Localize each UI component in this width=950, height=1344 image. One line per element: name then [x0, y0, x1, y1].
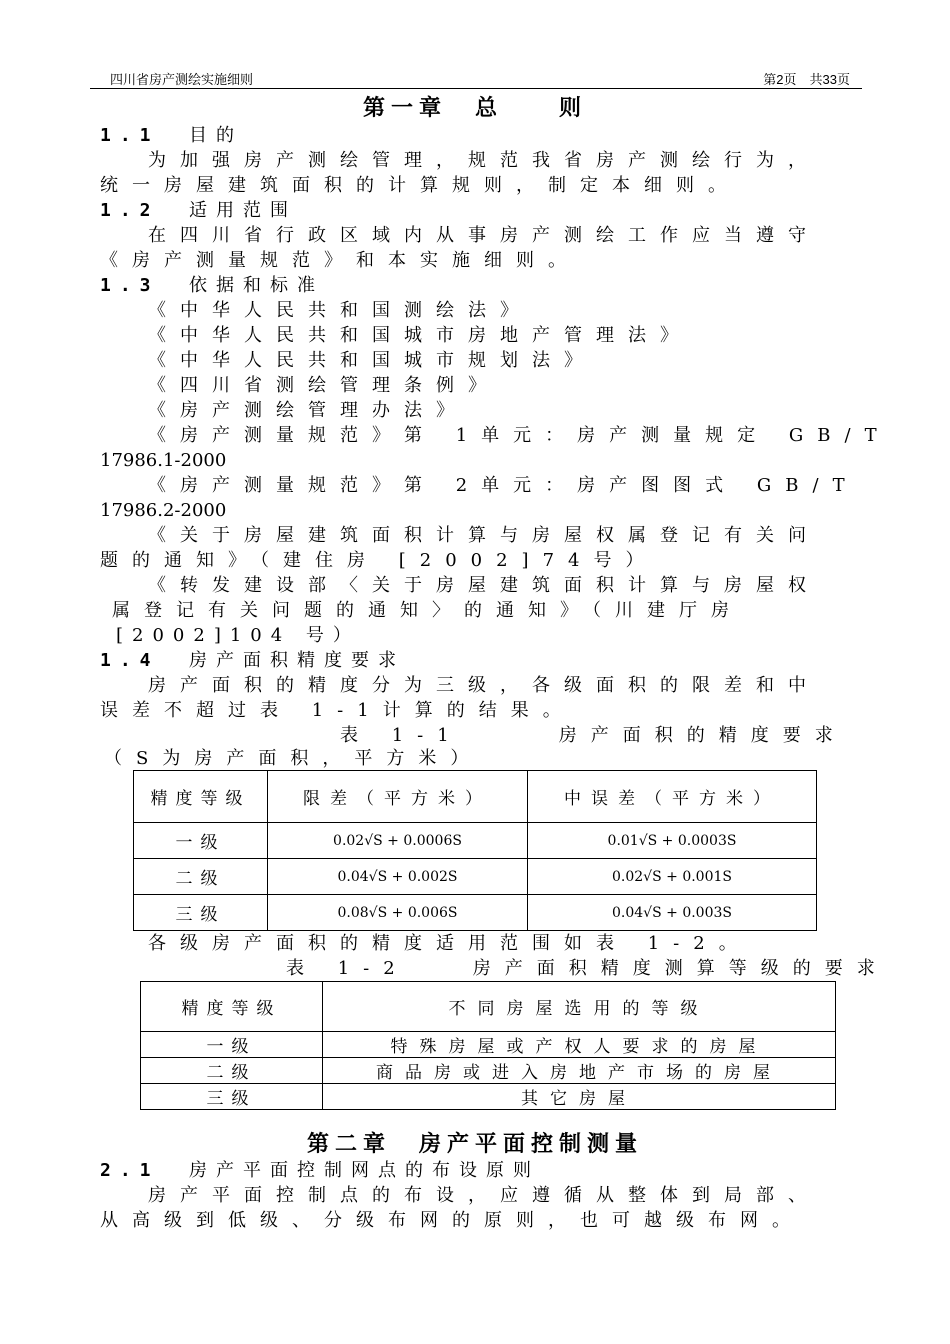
table-cell: 特殊房屋或产权人要求的房屋 [323, 1032, 836, 1058]
formula-cell: 0.01√S + 0.0003S [528, 823, 817, 859]
section-1-1-heading [100, 125, 243, 147]
reference-item-cont: 题的通知》（建住房 [2002]74号） [100, 550, 658, 571]
reference-item-cont: [2002]104 号） [116, 625, 360, 646]
table-header-cell: 中误差（平方米） [528, 771, 817, 823]
table-cell: 一级 [134, 823, 268, 859]
table-cell: 三级 [141, 1084, 323, 1110]
reference-item-cont: 17986.2-2000 [100, 500, 227, 521]
section-1-4-heading [100, 650, 405, 672]
table-header-row [141, 982, 836, 1032]
table-cell: 二级 [141, 1058, 323, 1084]
table-1-1 [133, 770, 817, 931]
reference-item: 《房产测量规范》第 1单元：房产测量规定 GB/T [148, 425, 891, 446]
reference-item: 《四川省测绘管理条例》 [148, 375, 500, 396]
paragraph-line: 在四川省行政区域内从事房产测绘工作应当遵守 [148, 225, 820, 246]
table-1-1-caption: 表 1-1 房产面积的精度要求 [340, 725, 847, 746]
paragraph-line: 统一房屋建筑面积的计算规则，制定本细则。 [100, 175, 740, 196]
section-number: 1.2 [100, 200, 160, 221]
table-header-cell: 精度等级 [141, 982, 323, 1032]
formula-cell: 0.08√S + 0.006S [268, 895, 528, 931]
section-number: 1.3 [100, 275, 160, 296]
reference-item: 《转发建设部〈关于房屋建筑面积计算与房屋权 [148, 575, 820, 596]
formula-cell: 0.04√S + 0.002S [268, 859, 528, 895]
table-row [141, 1032, 836, 1058]
paragraph-line: 房产面积的精度分为三级，各级面积的限差和中 [148, 675, 820, 696]
reference-item-cont: 属登记有关问题的通知〉的通知》（川建厅房 [112, 600, 743, 621]
table-cell: 二级 [134, 859, 268, 895]
reference-item-cont: 17986.1-2000 [100, 450, 227, 471]
chapter-2-title: 第二章 房产平面控制测量 [306, 1132, 643, 1157]
table-row [134, 895, 817, 931]
section-title: 房产平面控制网点的布设原则 [188, 1160, 540, 1181]
section-1-2-heading [100, 200, 297, 222]
paragraph-line: 为加强房产测绘管理，规范我省房产测绘行为， [148, 150, 820, 171]
reference-item: 《关于房屋建筑面积计算与房屋权属登记有关问 [148, 525, 820, 546]
table-cell: 商品房或进入房地产市场的房屋 [323, 1058, 836, 1084]
formula-cell: 0.04√S + 0.003S [528, 895, 817, 931]
table-1-1-unit-note: （S为房产面积，平方米） [104, 748, 483, 769]
reference-item: 《中华人民共和国城市房地产管理法》 [148, 325, 692, 346]
page-header [90, 66, 860, 88]
header-title: 四川省房产测绘实施细则 [110, 72, 254, 87]
section-title: 房产面积精度要求 [188, 650, 405, 671]
section-title: 目的 [188, 125, 243, 146]
chapter-1-title: 第一章 总 则 [362, 96, 587, 121]
table-cell: 三级 [134, 895, 268, 931]
table-row [141, 1084, 836, 1110]
formula-cell: 0.02√S + 0.0006S [268, 823, 528, 859]
table-row [134, 823, 817, 859]
section-1-3-heading [100, 275, 324, 297]
reference-item: 《房产测绘管理办法》 [148, 400, 468, 421]
reference-item: 《中华人民共和国城市规划法》 [148, 350, 596, 371]
header-rule [90, 88, 862, 89]
paragraph-line: 误差不超过表 1-1计算的结果。 [100, 700, 575, 721]
paragraph-line: 房产平面控制点的布设，应遵循从整体到局部、 [148, 1185, 820, 1206]
table-header-cell: 精度等级 [134, 771, 268, 823]
table-row [134, 859, 817, 895]
section-title: 适用范围 [188, 200, 297, 221]
reference-item: 《房产测量规范》第 2单元：房产图图式 GB/T [148, 475, 859, 496]
formula-cell: 0.02√S + 0.001S [528, 859, 817, 895]
table-header-row [134, 771, 817, 823]
section-2-1-heading [100, 1160, 540, 1182]
table-1-2-caption: 表 1-2 房产面积精度测算等级的要求 [286, 958, 889, 979]
table-row [141, 1058, 836, 1084]
table-cell: 一级 [141, 1032, 323, 1058]
section-number: 1.1 [100, 125, 160, 146]
section-number: 1.4 [100, 650, 160, 671]
paragraph-line: 各级房产面积的精度适用范围如表 1-2。 [148, 933, 751, 954]
reference-item: 《中华人民共和国测绘法》 [148, 300, 532, 321]
section-number: 2.1 [100, 1160, 160, 1181]
table-header-cell: 限差（平方米） [268, 771, 528, 823]
table-cell: 其它房屋 [323, 1084, 836, 1110]
table-1-2 [140, 981, 836, 1110]
paragraph-line: 从高级到低级、分级布网的原则，也可越级布网。 [100, 1210, 804, 1231]
paragraph-line: 《房产测量规范》和本实施细则。 [100, 250, 580, 271]
table-header-cell: 不同房屋选用的等级 [323, 982, 836, 1032]
header-page-number: 第2页 共33页 [763, 72, 850, 87]
section-title: 依据和标准 [188, 275, 324, 296]
